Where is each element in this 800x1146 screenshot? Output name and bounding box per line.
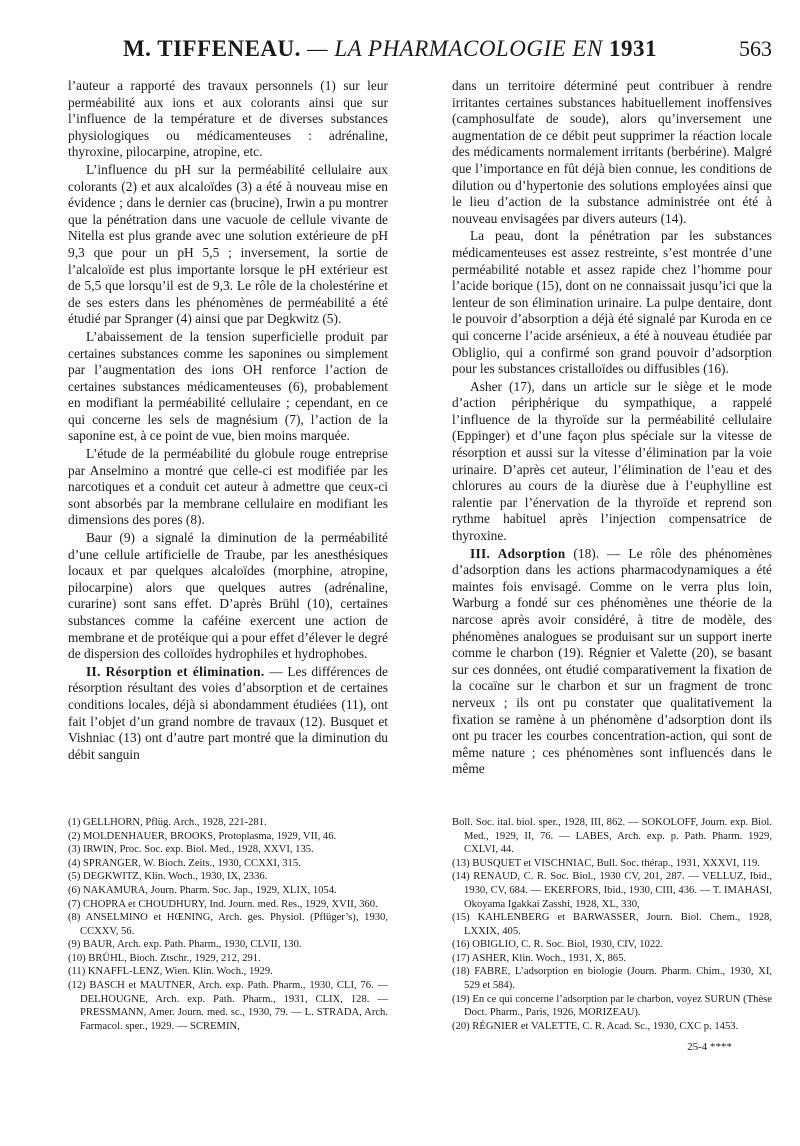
section-heading: II. Résorption et élimination. (86, 663, 265, 679)
body-columns (68, 78, 772, 778)
paragraph (68, 329, 388, 445)
footnote: (20) RÉGNIER et VALETTE, C. R. Acad. Sc., 1930, CXC p. 1453. (452, 1020, 739, 1032)
footnote: (13) BUSQUET et VISCHNIAC, Bull. Soc. thérap., 1931, XXXVI, 119. (452, 857, 760, 869)
paragraph-text: La peau, dont la pénétration par les substances médicamenteuses est assez restreinte, s’est montrée d’une perméabilité notable et assez rapide chez l’homme pour l’acide borique (15), dont on ne connaissait jusqu’ici que la lenteur de son élimination urinaire. La pulpe dentaire, dont le pouvoir d’absorption a déjà été signalé par Kuroda en ce qui concerne l’acide arsénieux, a été à nouveau étudiée par Obliglio, qui a confirmé son grand pouvoir d’adsorption pour les substances cristalloïdes ou diffusibles (16). (452, 228, 772, 377)
paragraph (452, 78, 772, 227)
footnote: (3) IRWIN, Proc. Soc. exp. Biol. Med., 1928, XXVI, 135. (68, 844, 314, 856)
paragraph-text: Asher (17), dans un article sur le siège et le mode d’action périphérique du sympathique, a rappelé l’influence de la thyroïde sur la perméabilité cellulaire (Eppinger) et d’une façon plus spéciale sur la vitesse de résorption et aussi sur la vitesse d’élimination par la voie urinaire. D’après cet auteur, l’élimination de l’eau et des chlorures au cours de la diurèse due à l’euphylline est ralentie par l’énervation de la thyroïde et reprend son rythme habituel après l’injection compensatrice de thyroxine. (452, 378, 772, 544)
paragraph-text: (18). — Le rôle des phénomènes d’adsorption dans les actions pharmacodynamiques a été maintes fois envisagé. Comme on le verra plus loin, Warburg a fondé sur ces phénomènes une théorie de la narcose après avoir considéré, à titre de modèle, des phénomènes analogues se produisant sur un support inerte comme le charbon (19). Régnier et Valette (20), se basant sur ces données, ont étudié comparativement la fixation de la cocaïne sur le charbon et sur un fragment de tronc nerveux ; ils ont pu constater que qualitativement la fixation se ramène à un phénomène d’adsorption dont ils ont pu tracer les courbes concentration-action, qui sont de même nature ; ces phénomènes sont influencés dans le même (452, 545, 773, 777)
footnote: (5) DEGKWITZ, Klin. Woch., 1930, IX, 2336. (68, 871, 268, 883)
page-number: 563 (739, 36, 772, 61)
paragraph-text: L’abaissement de la tension superficielle produit par certaines substances comme les saponines ou simplement par l’augmentation des ions OH renforce l’action de certaines substances médicamenteuses (6), probablement en modifiant la perméabilité cellulaire ; cependant, en ce qui concerne les sels de magnésium (7), l’action de la saponine est, à ce point de vue, bien moins marquée. (68, 328, 388, 444)
printer-signature: 25-4 **** (687, 1041, 732, 1054)
paragraph (452, 379, 772, 545)
footnote: (7) CHOPRA et CHOUDHURY, Ind. Journ. med. Res., 1929, XVII, 360. (68, 898, 378, 910)
section-heading: III. Adsorption (470, 545, 566, 561)
paragraph (68, 162, 388, 328)
footnote: (1) GELLHORN, Pflüg. Arch., 1928, 221-281. (68, 816, 267, 828)
footnote: (17) ASHER, Klin. Woch., 1931, X, 865. (452, 952, 627, 964)
footnote: (18) FABRE, L’adsorption en biologie (Journ. Pharm. Chim., 1930, XI, 529 et 584). (452, 966, 772, 992)
footnote: (6) NAKAMURA, Journ. Pharm. Soc. Jap., 1929, XLIX, 1054. (68, 884, 337, 896)
paragraph-text: L’influence du pH sur la perméabilité cellulaire aux colorants (2) et aux alcaloïdes (3) a été à nouveau mise en évidence ; dans le dernier cas (brucine), Irwin a pu montrer que la pénétration dans une vacuole de cellule vivante de Nitella est plus grande avec une solution extérieure de pH 9,3 que pour un pH 5,5 ; inversement, la sortie de l’alcaloïde est plus importante lorsque le pH extérieur est de 5,5 que lorsqu’il est de 9,3. Le rôle de la cholestérine et de ses esters dans les phénomènes de perméabilité a été étudié par Spranger (4) ainsi que par Degkwitz (5). (68, 161, 388, 327)
paragraph (452, 546, 772, 778)
footnotes (68, 816, 772, 1034)
footnote: (12) BASCH et MAUTNER, Arch. exp. Path. Pharm., 1930, CLI, 76. — DELHOUGNE, Arch. exp. Path. Pharm., 1931, CLIX, 128. — PRESSMANN, Amer. Journ. med. sc., 1930, 79. — L. STRADA, Arch. Farmacol. sper., 1929. — SCREMIN, (68, 980, 388, 1032)
footnotes-left (68, 816, 388, 1034)
paragraph (452, 228, 772, 377)
footnote: (4) SPRANGER, W. Bioch. Zeits., 1930, CCXXI, 315. (68, 857, 301, 869)
footnote: (15) KAHLENBERG et BARWASSER, Journ. Biol. Chem., 1928, LXXIX, 405. (452, 912, 772, 937)
running-title (68, 36, 712, 62)
paragraph-text: dans un territoire déterminé peut contribuer à rendre irritantes certaines substances habituellement inoffensives (camphosulfate de soude), alors qu’inversement une augmentation de ce débit peut supprimer la réaction locale des médicaments normalement irritants (berbérine). Malgré que l’importance en fût déjà bien connue, les conditions de dilution ou d’hypertonie des solutions employées ainsi que le lieu d’action de la substance administrée ont été à nouveau envisagées par divers auteurs (14). (452, 78, 772, 226)
paragraph (68, 530, 388, 663)
footnotes-right (452, 816, 772, 1034)
title-italic: LA PHARMACOLOGIE EN (334, 36, 603, 61)
paragraph (68, 78, 388, 161)
footnote: (9) BAUR, Arch. exp. Path. Pharm., 1930, CLVII, 130. (68, 939, 302, 951)
footnote: (16) OBIGLIO, C. R. Soc. Biol, 1930, CIV, 1022. (452, 939, 664, 951)
footnote: (2) MOLDENHAUER, BROOKS, Protoplasma, 1929, VII, 46. (68, 830, 337, 842)
running-header (68, 36, 772, 72)
title-dash: — (300, 36, 335, 61)
footnote: Boll. Soc. ital. biol. sper., 1928, III, 862. — SOKOLOFF, Journ. exp. Biol. Med., 1929, II, 76. — LABES, Arch. exp. p. Path. Pharm. 1929, CXLVI, 44. (452, 816, 772, 856)
footnote: (11) KNAFFL-LENZ, Wien. Klin. Woch., 1929. (68, 966, 273, 978)
footnote: (19) En ce qui concerne l’adsorption par le charbon, voyez SURUN (Thèse Doct. Pharm., Paris, 1926, MORIZEAU). (452, 993, 772, 1019)
paragraph-text: l’auteur a rapporté des travaux personnels (1) sur leur perméabilité aux ions et aux colorants ainsi que sur l’influence de la température et de diverses substances physiologiques ou médicamenteuses : adrénaline, thyroxine, pilocarpine, atropine, etc. (68, 78, 388, 160)
paragraph-text: L’étude de la perméabilité du globule rouge entreprise par Anselmino a montré que celle-ci est modifiée par les narcotiques et a conduit cet auteur à admettre que ceux-ci sont absorbés par la membrane cellulaire en modifiant les dimensions des pores (8). (68, 446, 388, 528)
paragraph-text: — Les différences de résorption résultant des voies d’absorption et de certaines conditions locales, déjà si abondamment étudiées (11), ont fait l’objet d’un grand nombre de travaux (12). Busquet et Vishniac (13) ont d’autre part montré que la diminution du débit sanguin (68, 663, 388, 762)
paragraph (68, 446, 388, 529)
paragraph (68, 664, 388, 764)
left-column (68, 78, 388, 778)
footnote: (14) RENAUD, C. R. Soc. Biol., 1930 CV, 201, 287. — VELLUZ, Ibid., 1930, CV, 684. — EKERFORS, Ibid., 1930, CIII, 436. — T. IMAHASI, Okoyama Igakkai Zasshi, 1928, XL, 330, (452, 871, 772, 910)
right-column (452, 78, 772, 778)
footnote: (10) BRÜHL, Bioch. Ztschr., 1929, 212, 291. (68, 952, 261, 964)
footnote: (8) ANSELMINO et HŒNING, Arch. ges. Physiol. (Pflüger’s), 1930, CCXXV, 56. (68, 912, 388, 937)
author: M. TIFFENEAU. (122, 36, 301, 61)
paragraph-text: Baur (9) a signalé la diminution de la perméabilité d’une cellule artificielle de Traube, par les anesthésiques locaux et par quelques alcaloïdes (morphine, atropine, pilocarpine) alors que quelques autres (adrénaline, curarine) sont sans effet. D’après Brühl (10), certaines substances comme la caféine exercent une action de membrane et de protéique qui a pour effet d’élever le degré de dispersion des colloïdes hydrophiles et hydrophobes. (68, 530, 388, 662)
year: 1931 (609, 36, 658, 61)
